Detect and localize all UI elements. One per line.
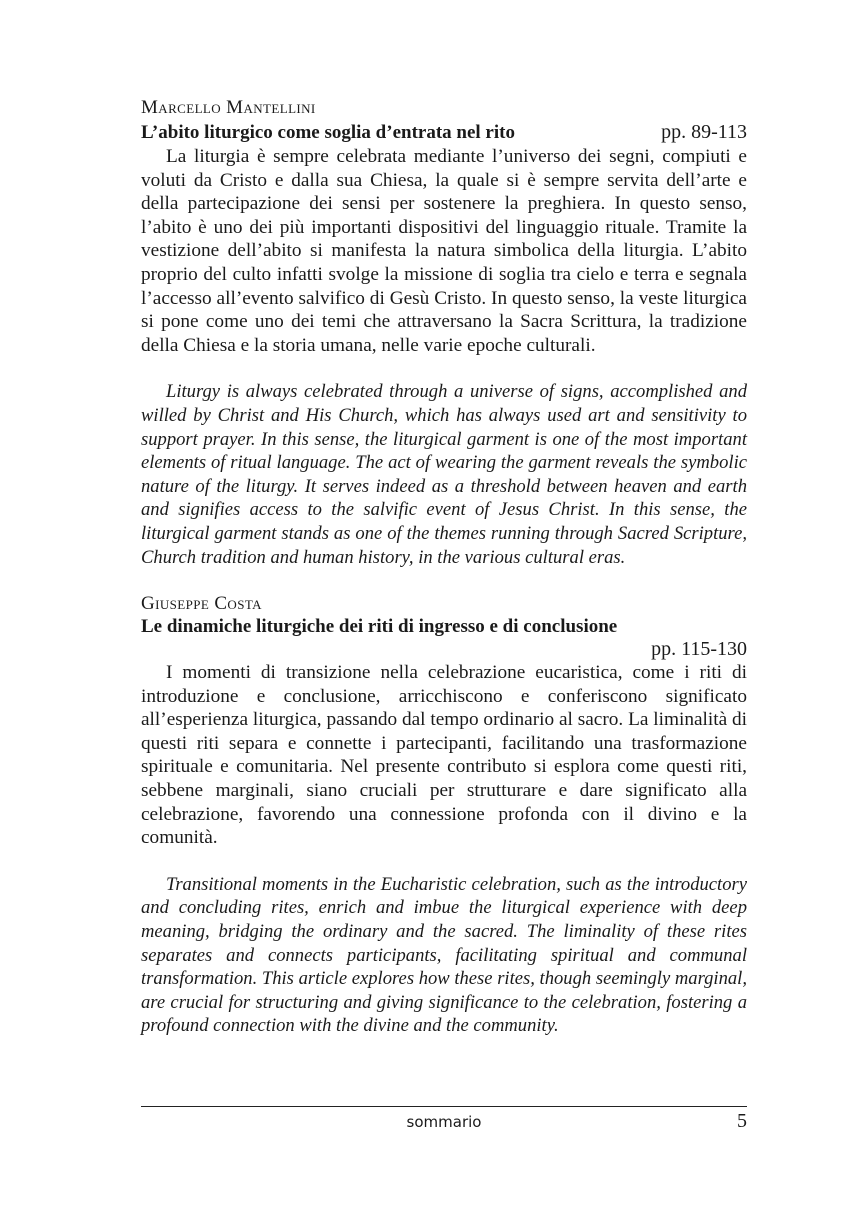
article-title: L’abito liturgico come soglia d’entrata nel rito xyxy=(141,122,515,143)
title-block xyxy=(141,616,747,661)
author-name: Marcello Mantellini xyxy=(141,97,316,118)
abstract-english: Transitional moments in the Eucharistic celebration, such as the introductory and concluding rites, enrich and imbue the liturgical experience with deep meaning, bridging the ordinary and the sacred. The liminality of these rites separates and connects participants, facilitating spiritual and communal transformation. This article explores how these rites, though seemingly marginal, are crucial for structuring and giving significance to the celebration, fostering a profound connection with the divine and the community. xyxy=(141,873,747,1037)
page-content xyxy=(141,96,747,1038)
abstract-italian: I momenti di transizione nella celebrazione eucaristica, come i riti di introduzione e conclusione, arricchiscono e conferiscono significato all’esperienza liturgica, passando dal tempo ordinario al sacro. La liminalità di questi riti separa e connette i partecipanti, facilitando una trasformazione spirituale e comunitaria. Nel presente contributo si esplora come questi riti, sebbene marginali, siano cruciali per strutturare e dare significato alla celebrazione, favorendo una connessione profonda con il divino e la comunità. xyxy=(141,662,747,849)
footer-section-label: sommario xyxy=(406,1113,482,1131)
page-range: pp. 89-113 xyxy=(661,121,747,143)
author-name: Giuseppe Costa xyxy=(141,593,262,615)
page-number: 5 xyxy=(737,1110,747,1132)
page-range: pp. 115-130 xyxy=(651,638,747,661)
title-row xyxy=(141,120,747,145)
article-entry xyxy=(141,96,747,569)
abstract-italian: La liturgia è sempre celebrata mediante l’universo dei segni, compiuti e voluti da Cristo e dalla sua Chiesa, la quale si è sempre servita dell’arte e della partecipazione dei sensi per sostenere la preghiera. In questo senso, l’abito è uno dei più importanti dispositivi del linguaggio rituale. Tramite la vestizione dell’abito si manifesta la natura simbolica della liturgia. L’abito proprio del culto infatti svolge la missione di soglia tra cielo e terra e segnala l’accesso all’evento salvifico di Gesù Cristo. In questo senso, la veste liturgica si pone come uno dei temi che attraversano la Sacra Scrittura, la tradizione della Chiesa e la storia umana, nelle varie epoche culturali. xyxy=(141,146,747,356)
page-footer xyxy=(141,1106,747,1132)
article-title: Le dinamiche liturgiche dei riti di ingresso e di conclusione xyxy=(141,616,618,638)
abstract-english: Liturgy is always celebrated through a universe of signs, accomplished and willed by Christ and His Church, which has always used art and sensitivity to support prayer. In this sense, the liturgical garment is one of the most important elements of ritual language. The act of wearing the garment reveals the symbolic nature of the liturgy. It serves indeed as a threshold between heaven and earth and signifies access to the salvific event of Jesus Christ. In this sense, the liturgical garment stands as one of the themes running through Sacred Scripture, Church tradition and human history, in the various cultural eras. xyxy=(141,381,747,568)
article-entry xyxy=(141,592,747,1038)
